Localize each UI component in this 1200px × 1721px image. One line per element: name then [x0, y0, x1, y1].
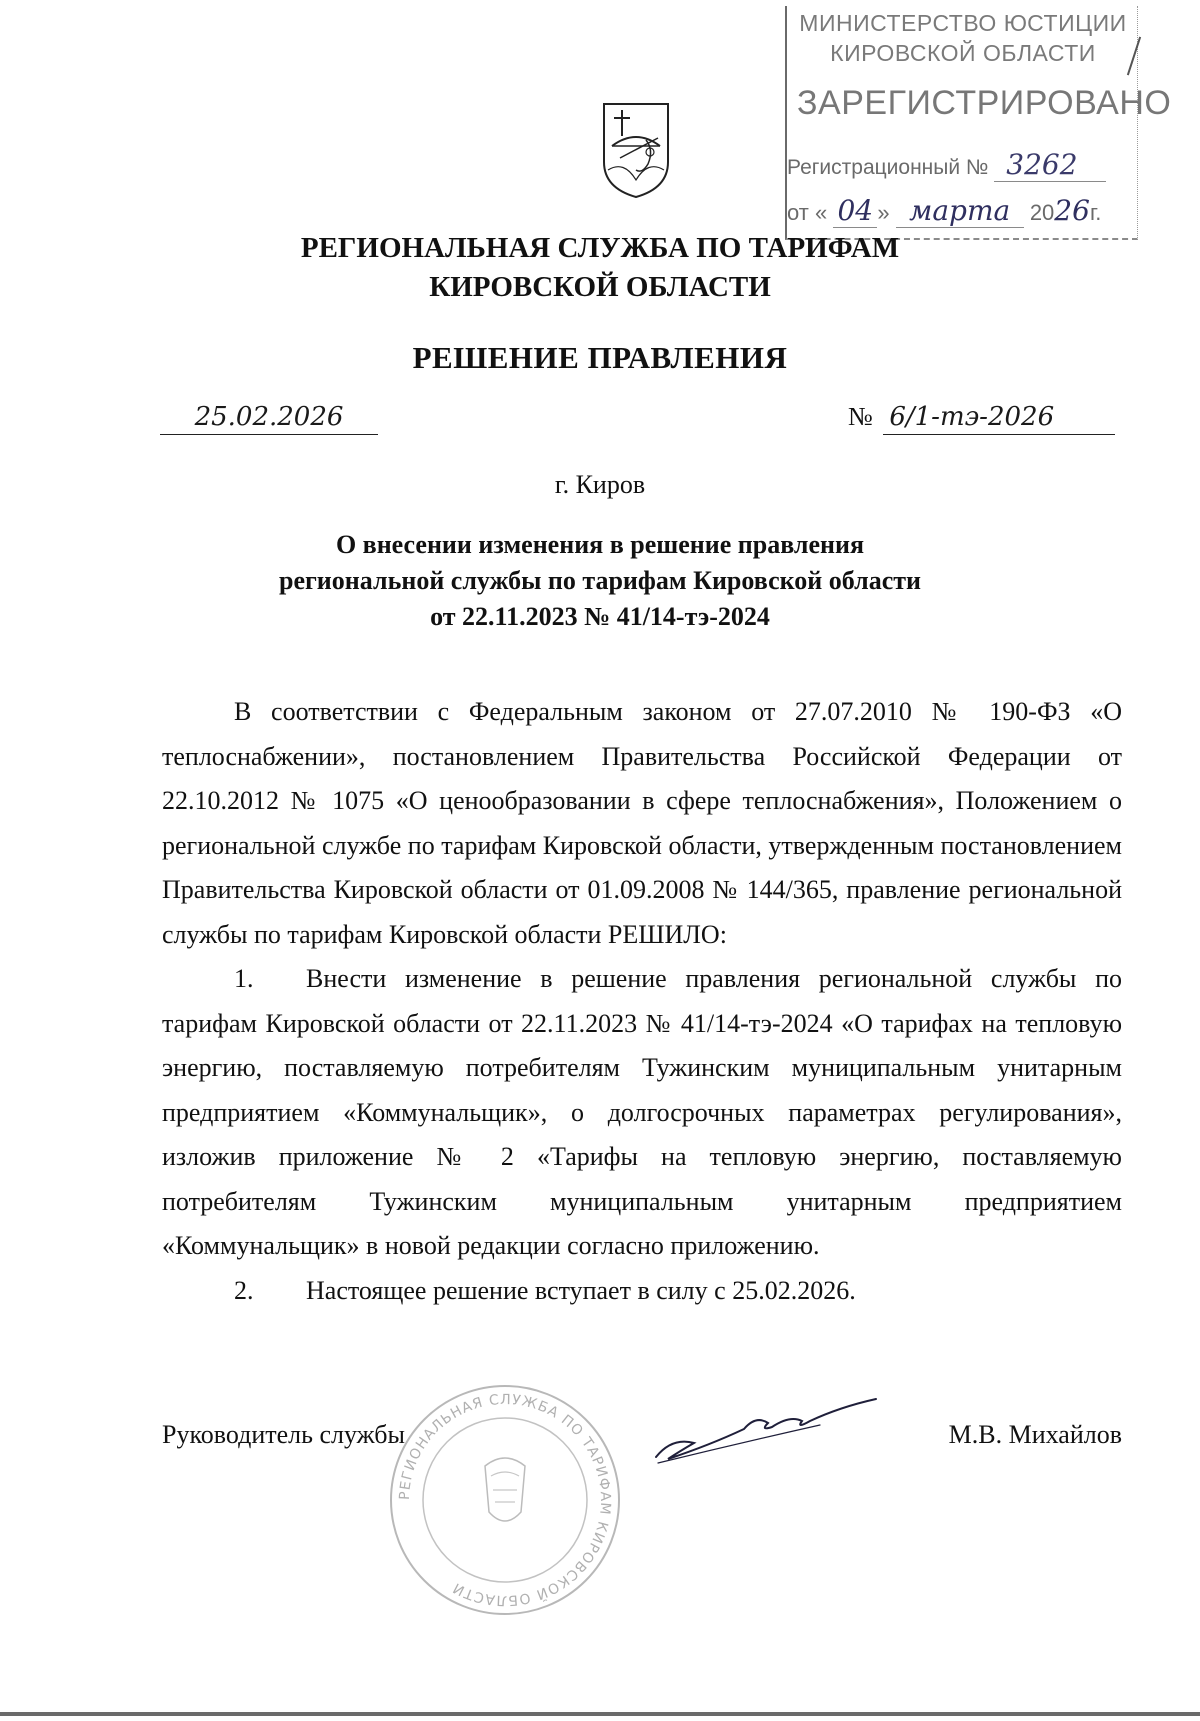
list-item-text: Настоящее решение вступает в силу с 25.02.2026. — [306, 1275, 856, 1305]
stamp-number-value: 3262 — [994, 148, 1106, 182]
intro-paragraph: В соответствии с Федеральным законом от 27.07.2010 № 190-ФЗ «О теплоснабжении», постановлением Правительства Российской Федерации от 22.10.2012 № 1075 «О ценообразовании в сфере теплоснабжения», Положением о региональной службе по тарифам Кировской области, утвержденным постановлением Правительства Кировской области от 01.09.2008 № 144/365, правление региональной службы по тарифам Кировской области РЕШИЛО: — [162, 697, 1122, 949]
coat-of-arms-icon — [600, 100, 672, 200]
stamp-registered-label: ЗАРЕГИСТРИРОВАНО — [797, 84, 1172, 122]
org-name-line1: РЕГИОНАЛЬНАЯ СЛУЖБА ПО ТАРИФАМ — [300, 232, 900, 264]
number-sign: № — [848, 402, 873, 431]
org-name-line2: КИРОВСКОЙ ОБЛАСТИ — [429, 271, 771, 303]
stamp-slash-mark — [1127, 37, 1141, 76]
official-seal — [385, 1380, 625, 1620]
seal-text: РЕГИОНАЛЬНАЯ СЛУЖБА ПО ТАРИФАМ КИРОВСКОЙ ОБЛАСТИ — [396, 1391, 614, 1609]
list-item-text: Внести изменение в решение правления региональной службы по тарифам Кировской области от 22.11.2023 № 41/14-тэ-2024 «О тарифах на тепловую энергию, поставляемую потребителям Тужинским муниципальным унитарным предприятием «Коммунальщик», о долгосрочных параметрах регулирования», изложив приложение № 2 «Тарифы на тепловую энергию, поставляемую потребителям Тужинским муниципальным унитарным предприятием «Коммунальщик» в новой редакции согласно приложению. — [162, 964, 1122, 1260]
document-type-title: РЕШЕНИЕ ПРАВЛЕНИЯ — [412, 340, 788, 375]
subject-heading — [0, 527, 1200, 635]
signer-name: М.В. Михайлов — [948, 1420, 1122, 1449]
handwritten-signature — [650, 1385, 880, 1475]
city-label: г. Киров — [554, 470, 646, 499]
stamp-date-row — [787, 194, 1101, 228]
stamp-date-prefix: от « — [787, 200, 828, 225]
body-text — [162, 690, 1122, 1313]
decision-number-field — [848, 402, 1115, 435]
stamp-number-label: Регистрационный № — [787, 156, 989, 179]
stamp-month: марта — [896, 194, 1024, 228]
scan-bottom-edge — [0, 1712, 1200, 1716]
stamp-ministry-line1: МИНИСТЕРСТВО ЮСТИЦИИ — [799, 10, 1127, 36]
subject-line3: от 22.11.2023 № 41/14-тэ-2024 — [430, 602, 770, 631]
stamp-year-end: г. — [1089, 200, 1102, 225]
list-item-number: 1. — [234, 964, 254, 993]
subject-line1: О внесении изменения в решение правления — [335, 530, 865, 559]
list-item-number: 2. — [234, 1275, 254, 1305]
stamp-day: 04 — [833, 194, 877, 228]
decision-date: 25.02.2026 — [160, 402, 378, 435]
svg-text:РЕГИОНАЛЬНАЯ СЛУЖБА ПО ТАРИФАМ — [397, 1392, 613, 1608]
stamp-day-suffix: » — [877, 200, 890, 225]
stamp-year-suffix: 26 — [1054, 194, 1090, 227]
list-item — [162, 1269, 1122, 1314]
stamp-year-prefix: 20 — [1029, 200, 1055, 225]
stamp-number-row — [787, 148, 1106, 182]
decision-number: 6/1-тэ-2026 — [883, 402, 1115, 435]
registration-stamp — [785, 6, 1172, 240]
signer-title: Руководитель службы — [162, 1420, 405, 1449]
list-item — [162, 957, 1122, 1269]
stamp-ministry-line2: КИРОВСКОЙ ОБЛАСТИ — [830, 40, 1096, 66]
subject-line2: региональной службы по тарифам Кировской области — [279, 566, 921, 595]
stamp-ministry — [799, 8, 1127, 68]
